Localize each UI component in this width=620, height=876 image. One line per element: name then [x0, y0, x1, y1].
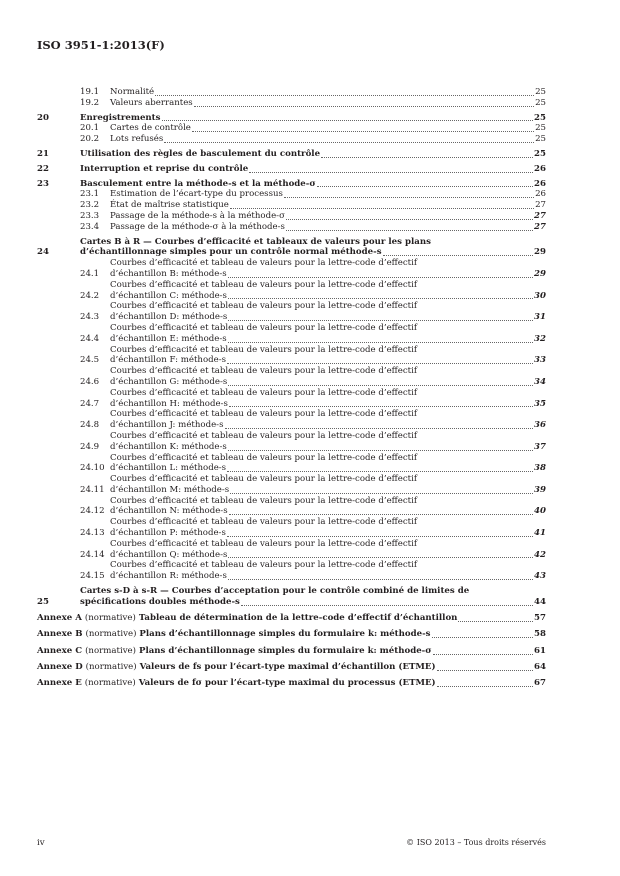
title-line-2-row — [110, 550, 546, 561]
toc-page-number: 41 — [534, 528, 546, 539]
title-line-1: Courbes d’efficacité et tableau de valeurs pour la lettre-code d’effectif — [110, 344, 418, 355]
title-line-2: d’échantillon N: méthode-s — [110, 506, 228, 517]
toc-entry-title — [37, 662, 436, 673]
title-line-2-row — [110, 291, 546, 302]
toc-entry-title — [110, 366, 546, 388]
dot-leader — [227, 471, 533, 472]
toc-page-number: 35 — [534, 398, 546, 409]
toc-entry-title — [110, 453, 546, 475]
title-line-1: Courbes d’efficacité et tableau de valeurs pour la lettre-code d’effectif — [110, 452, 418, 463]
toc-page-number: 29 — [534, 247, 546, 258]
toc-entry-number: 24.2 — [80, 290, 100, 301]
annex-kind: (normative) — [85, 629, 137, 640]
toc-entry-title: Passage de la méthode-σ à la méthode-s — [110, 221, 285, 232]
toc-entry-title — [110, 539, 546, 561]
toc-entry-number: 19.2 — [80, 97, 100, 108]
toc-entry-number: 23 — [37, 178, 49, 189]
title-line-1: Courbes d’efficacité et tableau de valeurs pour la lettre-code d’effectif — [110, 430, 418, 441]
title-line-2-row — [110, 506, 546, 517]
toc-entry-number: 20 — [37, 112, 49, 123]
toc-page-number: 25 — [534, 148, 546, 159]
toc-entry-number: 23.2 — [80, 200, 100, 211]
toc-entry-number: 24.13 — [80, 528, 105, 539]
toc-entry[interactable] — [37, 323, 546, 345]
title-line-1: Courbes d’efficacité et tableau de valeurs pour la lettre-code d’effectif — [110, 279, 418, 290]
title-line-2-row — [110, 528, 546, 539]
toc-entry-number: 24.14 — [80, 549, 105, 560]
dot-leader — [228, 298, 533, 299]
toc-entry-number: 23.3 — [80, 210, 100, 221]
toc-entry[interactable] — [37, 431, 546, 453]
toc-entry[interactable] — [37, 237, 546, 259]
toc-page-number: 43 — [534, 571, 546, 582]
toc-entry-title: Basculement entre la méthode-s et la méthode-σ — [80, 178, 316, 189]
title-line-1: Courbes d’efficacité et tableau de valeurs pour la lettre-code d’effectif — [110, 538, 418, 549]
toc-entry-title — [110, 345, 546, 367]
title-line-2: d’échantillon F: méthode-s — [110, 355, 227, 366]
dot-leader — [286, 230, 533, 231]
title-line-1: Courbes d’efficacité et tableau de valeurs pour la lettre-code d’effectif — [110, 301, 418, 312]
title-line-2: d’échantillon M: méthode-s — [110, 484, 230, 495]
title-line-2: d’échantillon K: méthode-s — [110, 441, 227, 452]
toc-entry[interactable] — [37, 280, 546, 302]
toc-entry-title — [80, 237, 546, 259]
toc-entry-number: 23.4 — [80, 221, 100, 232]
title-line-2-row — [110, 355, 546, 366]
toc-entry-number: 24.8 — [80, 420, 100, 431]
toc-page-number: 29 — [534, 268, 546, 279]
dot-leader — [249, 172, 533, 173]
toc-page-number: 30 — [534, 290, 546, 301]
toc-page-number: 26 — [535, 189, 546, 200]
toc-entry-number: 25 — [37, 596, 49, 607]
dot-leader — [458, 621, 533, 622]
dot-leader — [228, 320, 533, 321]
title-line-2-row — [110, 269, 546, 280]
toc-page-number: 67 — [534, 678, 546, 689]
toc-page-number: 44 — [534, 596, 546, 607]
annex-title: Valeurs de fσ pour l’écart-type maximal du processus (ETME) — [138, 678, 436, 689]
dot-leader — [228, 385, 533, 386]
toc-page-number: 27 — [535, 200, 546, 211]
toc-entry-title — [110, 388, 546, 410]
dot-leader — [228, 557, 533, 558]
toc-entry-title: Passage de la méthode-s à la méthode-σ — [110, 210, 285, 221]
dot-leader — [437, 686, 533, 687]
dot-leader — [433, 654, 533, 655]
toc-entry[interactable] — [37, 211, 546, 222]
toc-entry[interactable] — [37, 662, 546, 673]
title-line-1: Courbes d’efficacité et tableau de valeurs pour la lettre-code d’effectif — [110, 560, 418, 571]
page-number: iv — [37, 838, 45, 848]
toc-entry[interactable] — [37, 388, 546, 410]
toc-entry[interactable] — [37, 366, 546, 388]
toc-entry-number: 24.12 — [80, 506, 105, 517]
annex-label: Annexe E — [37, 678, 82, 689]
toc-entry[interactable] — [37, 646, 546, 657]
title-line-2-row — [110, 334, 546, 345]
annex-kind: (normative) — [85, 662, 137, 673]
toc-entry-title: Enregistrements — [80, 112, 161, 123]
toc-page-number: 26 — [534, 163, 546, 174]
dot-leader — [229, 406, 533, 407]
toc-entry[interactable] — [37, 586, 546, 608]
toc-entry-title: Interruption et reprise du contrôle — [80, 163, 249, 174]
toc-entry[interactable] — [37, 301, 546, 323]
title-line-2: spécifications doubles méthode-s — [80, 596, 240, 607]
dot-leader — [432, 637, 534, 638]
toc-entry-title: Cartes de contrôle — [110, 123, 191, 134]
title-line-2-row — [110, 399, 546, 410]
toc-entry[interactable] — [37, 87, 546, 98]
dot-leader — [383, 255, 533, 256]
title-line-2: d’échantillon H: méthode-s — [110, 398, 228, 409]
toc-entry[interactable] — [37, 123, 546, 134]
toc-page-number: 36 — [534, 420, 546, 431]
toc-entry-title — [80, 586, 546, 608]
title-line-2-row — [110, 312, 546, 323]
dot-leader — [194, 106, 534, 107]
title-line-2: d’échantillonnage simples pour un contrôle normal méthode-s — [80, 247, 382, 258]
dot-leader — [228, 450, 533, 451]
dot-leader — [437, 670, 534, 671]
title-line-2: d’échantillon C: méthode-s — [110, 290, 227, 301]
toc-page-number: 25 — [534, 112, 546, 123]
document-header: ISO 3951-1:2013(F) — [37, 38, 165, 52]
dot-leader — [192, 131, 534, 132]
toc-entry[interactable] — [37, 345, 546, 367]
toc-entry[interactable] — [37, 222, 546, 233]
title-line-2-row — [110, 571, 546, 582]
title-line-2-row — [80, 247, 546, 258]
dot-leader — [284, 197, 534, 198]
dot-leader — [227, 536, 533, 537]
toc-entry[interactable] — [37, 678, 546, 689]
toc-page-number: 64 — [534, 662, 546, 673]
toc-page-number: 32 — [534, 333, 546, 344]
toc-entry-number: 24.10 — [80, 463, 105, 474]
annex-title: Valeurs de fs pour l’écart-type maximal d’échantillon (ETME) — [139, 662, 436, 673]
toc-entry-number: 24.15 — [80, 571, 105, 582]
toc-entry-number: 20.2 — [80, 134, 100, 145]
toc-page-number: 27 — [534, 221, 546, 232]
dot-leader — [230, 208, 534, 209]
toc-entry[interactable] — [37, 613, 546, 624]
annex-title: Plans d’échantillonnage simples du formulaire k: méthode-σ — [139, 645, 432, 656]
dot-leader — [225, 428, 534, 429]
toc-page-number: 25 — [535, 134, 546, 145]
annex-label: Annexe C — [37, 645, 83, 656]
title-line-2: d’échantillon J: méthode-s — [110, 420, 224, 431]
title-line-1: Courbes d’efficacité et tableau de valeurs pour la lettre-code d’effectif — [110, 474, 418, 485]
toc-page-number: 37 — [534, 441, 546, 452]
dot-leader — [230, 493, 533, 494]
toc-page-number: 61 — [534, 645, 546, 656]
dot-leader — [164, 142, 534, 143]
toc-entry-number: 24.3 — [80, 312, 100, 323]
toc-entry-title — [110, 258, 546, 280]
toc-entry[interactable] — [37, 113, 546, 124]
annex-label: Annexe B — [37, 629, 83, 640]
dot-leader — [229, 514, 533, 515]
toc-entry[interactable] — [37, 200, 546, 211]
toc-entry-number: 23.1 — [80, 189, 100, 200]
title-line-1: Courbes d’efficacité et tableau de valeurs pour la lettre-code d’effectif — [110, 366, 418, 377]
toc-entry-number: 24.7 — [80, 398, 100, 409]
toc-entry[interactable] — [37, 164, 546, 175]
title-line-2: d’échantillon E: méthode-s — [110, 333, 227, 344]
toc-entry[interactable] — [37, 98, 546, 109]
toc-entry[interactable] — [37, 496, 546, 518]
dot-leader — [228, 277, 533, 278]
toc-page-number: 40 — [534, 506, 546, 517]
toc-entry[interactable] — [37, 453, 546, 475]
annex-label: Annexe A — [37, 613, 82, 624]
title-line-1: Cartes s-D à s-R — Courbes d’acceptation pour le contrôle combiné de limites de — [80, 586, 470, 597]
dot-leader — [228, 342, 533, 343]
title-line-2: d’échantillon R: méthode-s — [110, 571, 227, 582]
toc-entry-title — [37, 678, 436, 689]
toc-entry[interactable] — [37, 409, 546, 431]
title-line-2: d’échantillon L: méthode-s — [110, 463, 227, 474]
toc-entry-number: 24.5 — [80, 355, 100, 366]
toc-entry-title — [110, 409, 546, 431]
toc-entry[interactable] — [37, 539, 546, 561]
toc-entry-title — [110, 323, 546, 345]
annex-kind: (normative) — [84, 678, 136, 689]
toc-entry-number: 22 — [37, 163, 49, 174]
toc-entry-number: 24.4 — [80, 333, 100, 344]
toc-entry[interactable] — [37, 560, 546, 582]
title-line-2-row — [110, 420, 546, 431]
toc-page-number: 25 — [535, 87, 546, 97]
dot-leader — [321, 157, 533, 158]
toc-page-number: 27 — [534, 210, 546, 221]
toc-entry-number: 24 — [37, 247, 49, 258]
title-line-2-row — [110, 485, 546, 496]
toc-entry-number: 24.6 — [80, 376, 100, 387]
toc-entry[interactable] — [37, 629, 546, 640]
dot-leader — [155, 95, 534, 96]
dot-leader — [286, 219, 533, 220]
toc-entry-title — [110, 517, 546, 539]
toc-page-number: 33 — [534, 355, 546, 366]
toc-page-number: 57 — [534, 613, 546, 624]
toc-entry-title — [110, 301, 546, 323]
title-line-2: d’échantillon D: méthode-s — [110, 312, 228, 323]
toc-page-number: 39 — [534, 484, 546, 495]
toc-entry-number: 20.1 — [80, 123, 100, 134]
annex-title: Tableau de détermination de la lettre-code d’effectif d’échantillon — [138, 613, 458, 624]
toc-entry-title: Utilisation des règles de basculement du contrôle — [80, 148, 321, 159]
title-line-2-row — [110, 377, 546, 388]
toc-entry[interactable] — [37, 179, 546, 190]
toc-entry-title — [110, 280, 546, 302]
toc-entry-title — [110, 474, 546, 496]
toc-entry[interactable] — [37, 474, 546, 496]
toc-entry[interactable] — [37, 258, 546, 280]
dot-leader — [227, 363, 533, 364]
toc-entry[interactable] — [37, 517, 546, 539]
toc-entry-title: État de maîtrise statistique — [110, 200, 229, 211]
toc-page-number: 26 — [534, 178, 546, 189]
toc-page-number: 38 — [534, 463, 546, 474]
toc-entry-number: 19.1 — [80, 87, 100, 97]
toc-entry[interactable] — [37, 134, 546, 145]
toc-entry-title: Normalité — [110, 87, 155, 97]
dot-leader — [241, 605, 533, 606]
title-line-1: Courbes d’efficacité et tableau de valeurs pour la lettre-code d’effectif — [110, 409, 418, 420]
toc-page-number: 42 — [534, 549, 546, 560]
title-line-1: Courbes d’efficacité et tableau de valeurs pour la lettre-code d’effectif — [110, 495, 418, 506]
annex-title: Plans d’échantillonnage simples du formulaire k: méthode-s — [139, 629, 431, 640]
title-line-1: Courbes d’efficacité et tableau de valeurs pour la lettre-code d’effectif — [110, 322, 418, 333]
title-line-1: Courbes d’efficacité et tableau de valeurs pour la lettre-code d’effectif — [110, 387, 418, 398]
annex-kind: (normative) — [85, 645, 136, 656]
dot-leader — [162, 120, 534, 121]
title-line-2-row — [110, 463, 546, 474]
dot-leader — [317, 186, 533, 187]
annex-label: Annexe D — [37, 662, 83, 673]
title-line-2: d’échantillon B: méthode-s — [110, 268, 227, 279]
toc-page-number: 34 — [534, 376, 546, 387]
toc-entry-title — [110, 431, 546, 453]
toc-entry-title — [37, 646, 432, 657]
table-of-contents — [37, 87, 546, 689]
toc-entry[interactable] — [37, 189, 546, 200]
toc-page-number: 25 — [535, 123, 546, 134]
toc-entry-title: Lots refusés — [110, 134, 164, 145]
copyright: © ISO 2013 – Tous droits réservés — [406, 838, 546, 847]
toc-entry[interactable] — [37, 149, 546, 160]
toc-entry-number: 24.9 — [80, 441, 100, 452]
annex-kind: (normative) — [84, 613, 136, 624]
toc-entry-title: Estimation de l’écart-type du processus — [110, 189, 283, 200]
toc-entry-number: 21 — [37, 148, 49, 159]
toc-entry-title — [37, 629, 431, 640]
title-line-2-row — [110, 442, 546, 453]
toc-entry-title — [37, 613, 457, 624]
toc-entry-title — [110, 560, 546, 582]
title-line-1: Courbes d’efficacité et tableau de valeurs pour la lettre-code d’effectif — [110, 517, 418, 528]
title-line-2-row — [80, 597, 546, 608]
title-line-1: Cartes B à R — Courbes d’efficacité et tableaux de valeurs pour les plans — [80, 236, 431, 247]
toc-page-number: 25 — [535, 97, 546, 108]
title-line-2: d’échantillon Q: méthode-s — [110, 549, 228, 560]
toc-entry-title — [110, 496, 546, 518]
toc-page-number: 31 — [534, 312, 546, 323]
toc-entry-number: 24.11 — [80, 484, 105, 495]
title-line-1: Courbes d’efficacité et tableau de valeurs pour la lettre-code d’effectif — [110, 258, 418, 269]
dot-leader — [228, 579, 533, 580]
title-line-2: d’échantillon P: méthode-s — [110, 528, 226, 539]
title-line-2: d’échantillon G: méthode-s — [110, 376, 228, 387]
toc-page-number: 58 — [534, 629, 546, 640]
toc-entry-title: Valeurs aberrantes — [110, 97, 193, 108]
toc-entry-number: 24.1 — [80, 268, 100, 279]
